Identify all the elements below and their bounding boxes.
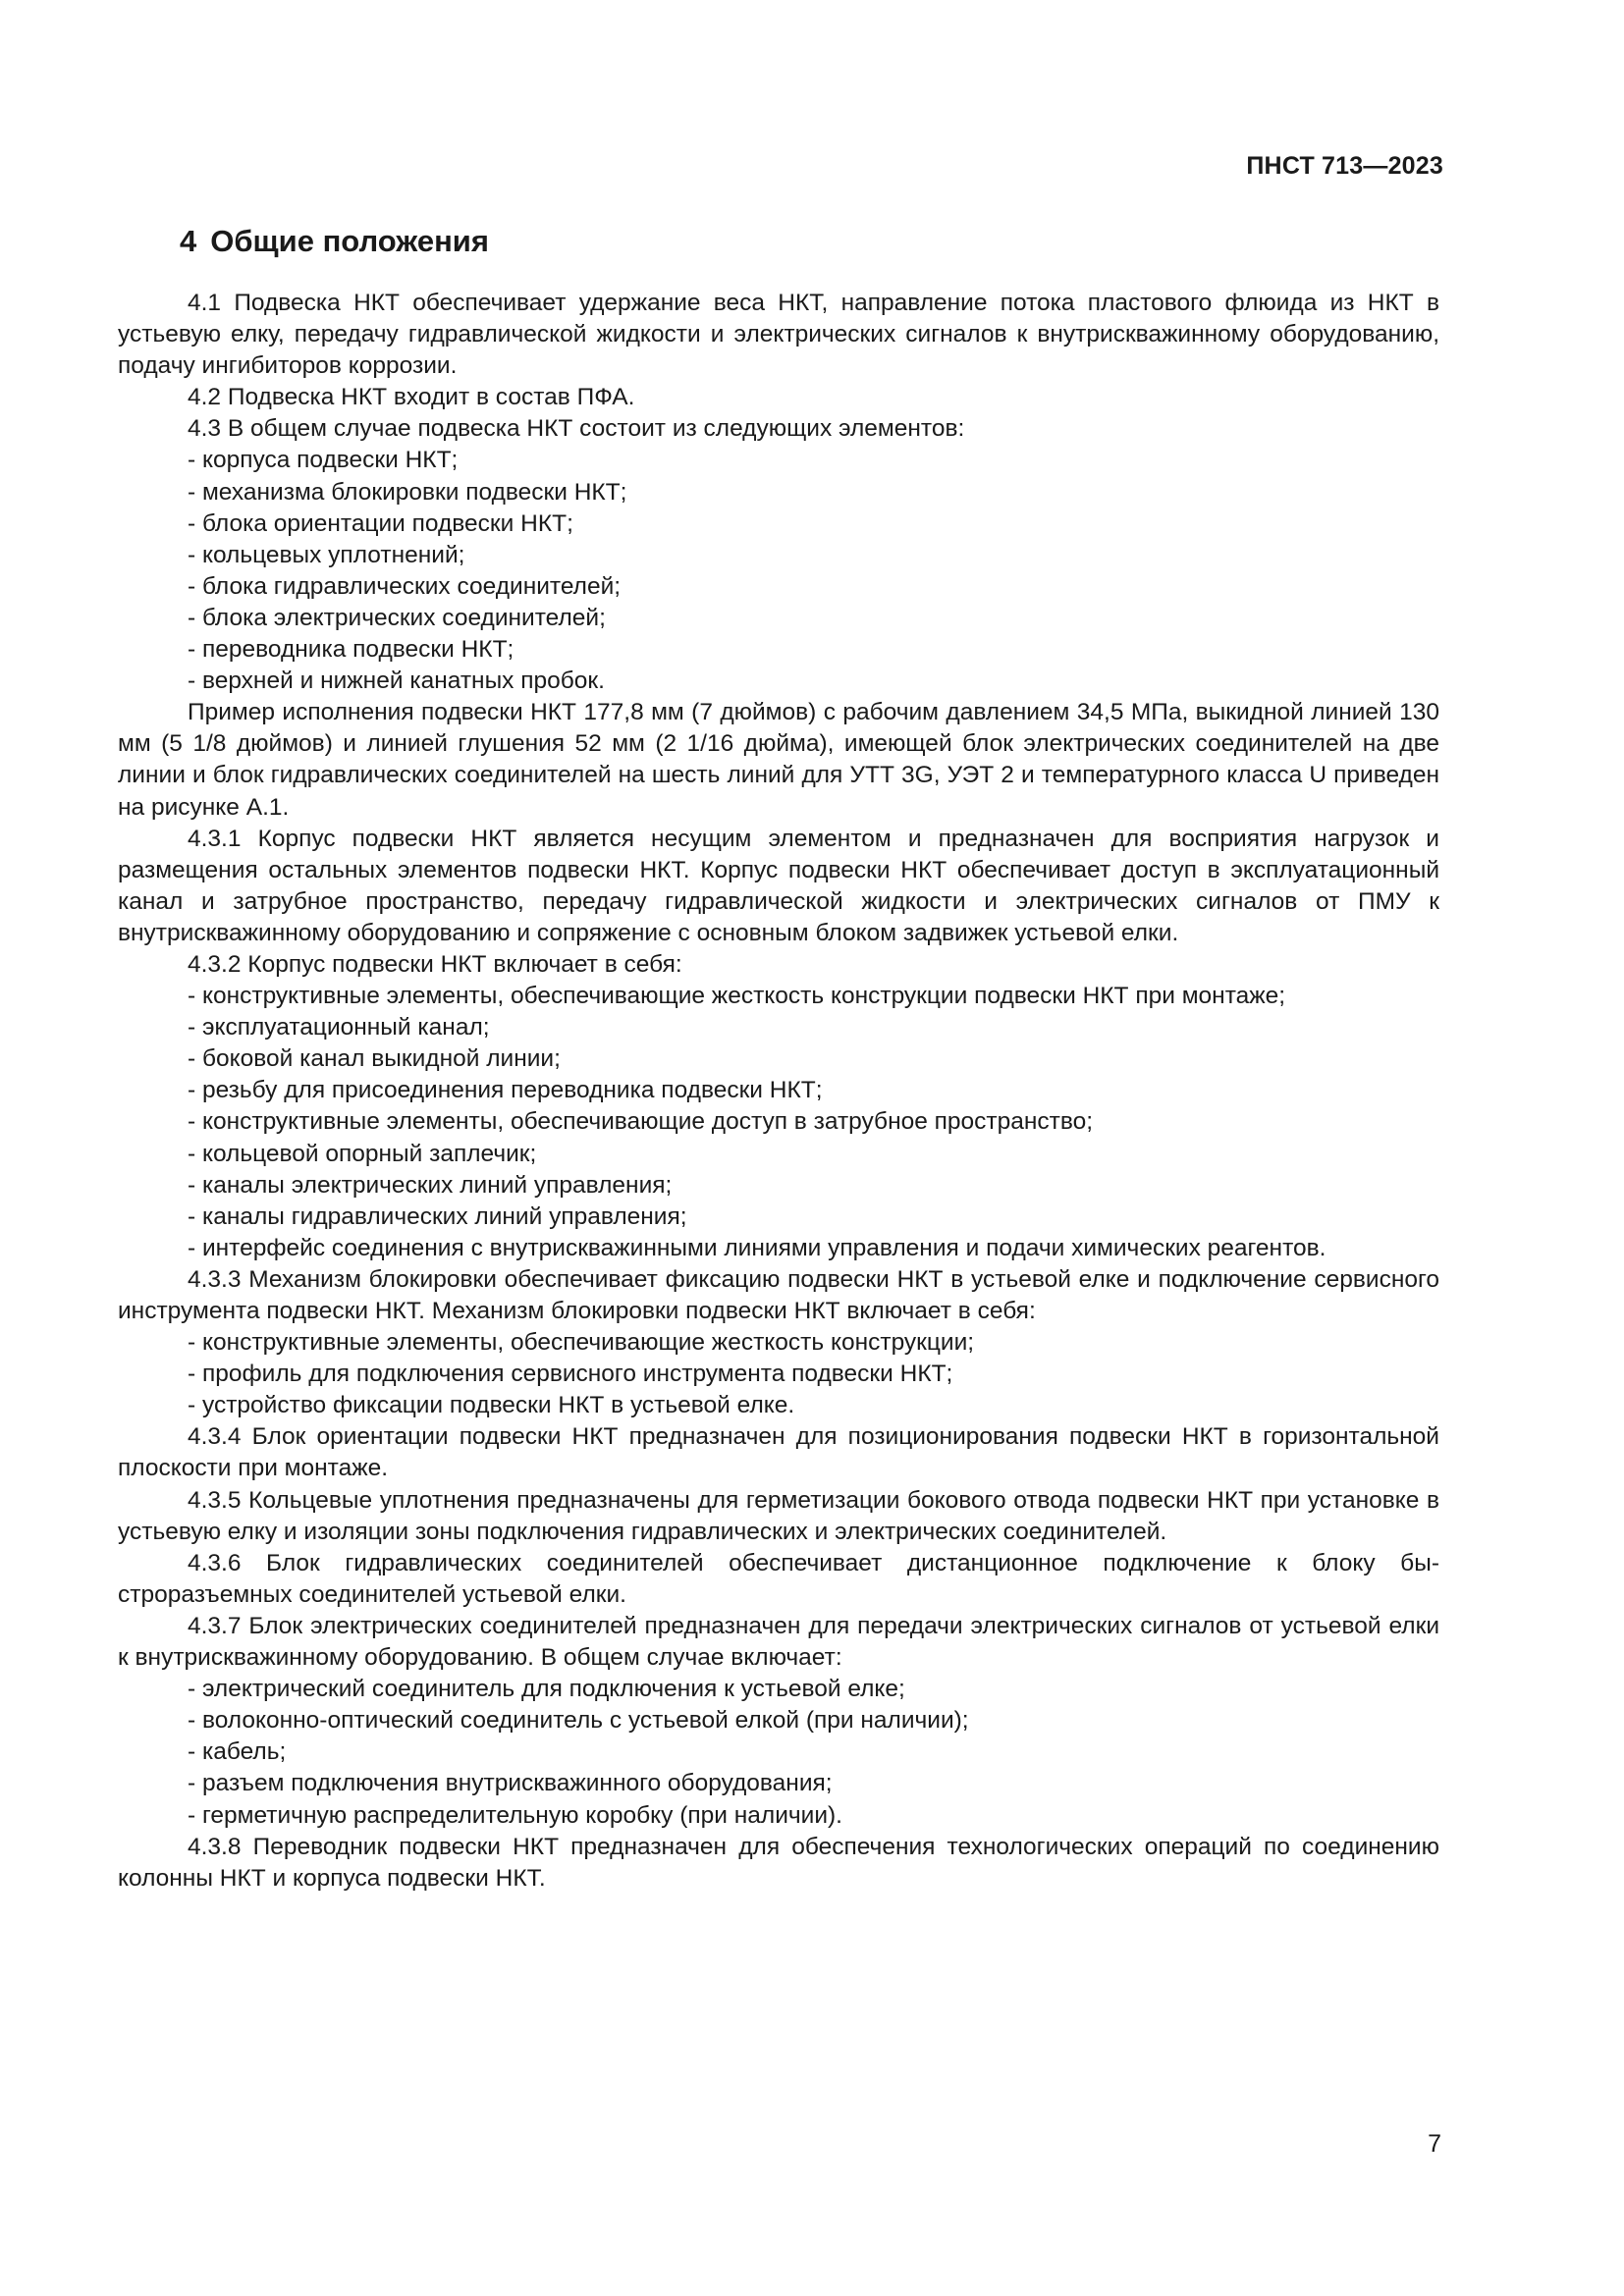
paragraph: 4.3.8 Переводник подвески НКТ предназначен для обеспечения технологических операций по соединению колонны НКТ и корпуса подвески НКТ. <box>118 1833 1439 1892</box>
section-title: Общие положения <box>210 224 489 258</box>
page-number: 7 <box>1428 2130 1441 2158</box>
paragraph: 4.1 Подвеска НКТ обеспечивает удержание веса НКТ, направление потока пластового флюида из НКТ в устьевую елку, передачу гидравлической жидкости и электрических сигналов к внутрискважинному оборудованию, подачу ингибиторов коррозии. <box>118 290 1439 380</box>
list-item: - механизма блокировки подвески НКТ; <box>188 478 627 506</box>
paragraph: 4.3.6 Блок гидравлических соединителей обеспечивает дистанционное подключение к блоку быстроразъемных соединителей устьевой елки. <box>118 1549 1439 1608</box>
list-item: - блока электрических соединителей; <box>188 604 606 631</box>
paragraph: Пример исполнения подвески НКТ 177,8 мм (7 дюймов) с рабочим давлением 34,5 МПа, выкидной линией 130 мм (5 1/8 дюймов) и линией глушения 52 мм (2 1/16 дюйма), имеющей блок электрических соединителей на две линии и блок гидравлических соединителей на шесть линий для УТТ 3G, УЭТ 2 и температурного класса U приведен на рисунке А.1. <box>118 699 1439 821</box>
list-item: - кольцевых уплотнений; <box>188 541 465 568</box>
list-item: - верхней и нижней канатных пробок. <box>188 667 605 695</box>
list-item: - кабель; <box>188 1738 287 1766</box>
paragraph: 4.3.1 Корпус подвески НКТ является несущим элементом и предназначен для восприятия нагрузок и размещения остальных элементов подвески НКТ. Корпус подвески НКТ обеспечивает доступ в эксплуатационный канал и затрубное пространство, передачу гидравлической жидкости и электрических сигналов от ПМУ к внутрискважинному оборудованию и сопряжение с основным блоком задвижек устьевой елки. <box>118 825 1439 946</box>
paragraph: 4.3.4 Блок ориентации подвески НКТ предназначен для позиционирования подвески НКТ в горизонтальной плоскости при монтаже. <box>118 1423 1439 1482</box>
list-item: - устройство фиксации подвески НКТ в устьевой елке. <box>188 1392 795 1419</box>
list-item: - боковой канал выкидной линии; <box>188 1045 561 1073</box>
list-item: - кольцевой опорный заплечик; <box>188 1140 537 1167</box>
list-item: - конструктивные элементы, обеспечивающие жесткость конструкции; <box>188 1329 975 1357</box>
section-heading <box>180 224 489 259</box>
list-item: - интерфейс соединения с внутрискважинными линиями управления и подачи химических реагентов. <box>188 1234 1326 1261</box>
list-item: - переводника подвески НКТ; <box>188 636 514 664</box>
paragraph: 4.3.7 Блок электрических соединителей предназначен для передачи электрических сигналов от устьевой елки к внутрискважинному оборудованию. В общем случае включает: <box>118 1612 1439 1672</box>
list-item: - корпуса подвески НКТ; <box>188 447 459 474</box>
paragraph: 4.3.3 Механизм блокировки обеспечивает фиксацию подвески НКТ в устьевой елке и подключение сервисного инструмента подвески НКТ. Механизм блокировки подвески НКТ включает в себя: <box>118 1265 1439 1324</box>
list-item: - профиль для подключения сервисного инструмента подвески НКТ; <box>188 1361 953 1388</box>
paragraph: 4.3 В общем случае подвеска НКТ состоит из следующих элементов: <box>188 415 965 443</box>
paragraph: 4.3.5 Кольцевые уплотнения предназначены для герметизации бокового отвода подвески НКТ при установке в устьевую елку и изоляции зоны подключения гидравлических и электрических соединителей. <box>118 1486 1439 1545</box>
list-item: - электрический соединитель для подключения к устьевой елке; <box>188 1676 905 1703</box>
list-item: - конструктивные элементы, обеспечивающие доступ в затрубное пространство; <box>188 1108 1094 1136</box>
paragraph: 4.3.2 Корпус подвески НКТ включает в себя: <box>188 950 682 978</box>
section-number: 4 <box>180 224 197 258</box>
list-item: - блока гидравлических соединителей; <box>188 572 622 600</box>
body-text <box>118 288 1439 1895</box>
list-item: - каналы электрических линий управления; <box>188 1171 673 1199</box>
list-item: - волоконно-оптический соединитель с устьевой елкой (при наличии); <box>188 1707 969 1735</box>
list-item: - резьбу для присоединения переводника подвески НКТ; <box>188 1077 823 1104</box>
document-code: ПНСТ 713—2023 <box>1246 152 1443 180</box>
list-item: - герметичную распределительную коробку (при наличии). <box>188 1801 842 1829</box>
list-item: - каналы гидравлических линий управления; <box>188 1202 687 1230</box>
list-item: - конструктивные элементы, обеспечивающие жесткость конструкции подвески НКТ при монтаже; <box>188 983 1286 1010</box>
list-item: - эксплуатационный канал; <box>188 1014 490 1041</box>
list-item: - разъем подключения внутрискважинного оборудования; <box>188 1770 833 1797</box>
list-item: - блока ориентации подвески НКТ; <box>188 509 573 537</box>
paragraph: 4.2 Подвеска НКТ входит в состав ПФА. <box>188 384 635 411</box>
